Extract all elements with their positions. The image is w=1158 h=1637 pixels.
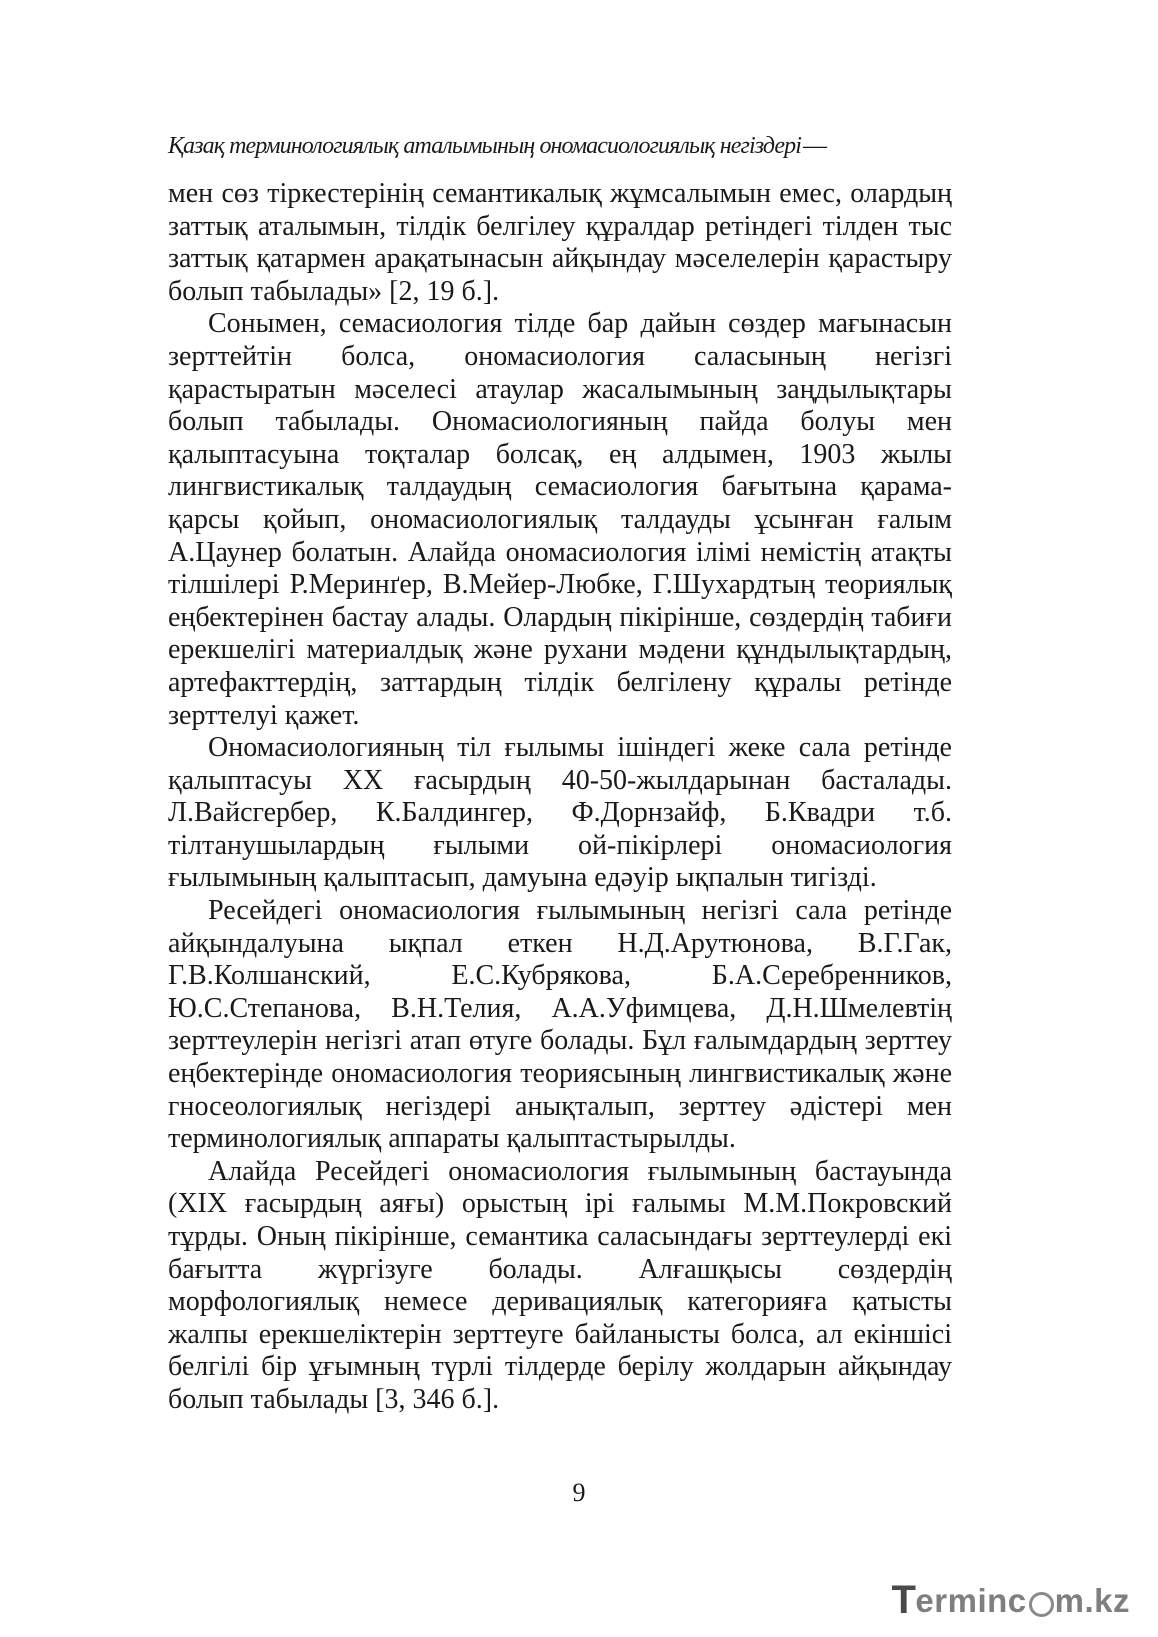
page-number: 9 bbox=[572, 1478, 586, 1507]
paragraph: Ресейдегі ономасиология ғылымының негізгі сала ретінде айқындалуына ықпал еткен Н.Д.Арутюнова, В.Г.Гак, Г.В.Колшанский, Е.С.Кубрякова, Б.А.Серебренников, Ю.С.Степанова, В.Н.Телия, А.А.Уфимцева, Д.Н.Шмелевтің зерттеулерін негізгі атап өтуге болады. Бұл ғалымдардың зерттеу еңбектерінде ономасиология теориясының лингвистикалық және гносеологиялық негіздері анықталып, зерттеу әдістері мен терминологиялық аппараты қалыптастырылды. bbox=[168, 895, 952, 1155]
paragraph: Ономасиологияның тіл ғылымы ішіндегі жеке сала ретінде қалыптасуы ХХ ғасырдың 40-50-жылдарынан басталады. Л.Вайсгербер, К.Балдингер, Ф.Дорнзайф, Б.Квадри т.б. тілтанушылардың ғылыми ой-пікірлері ономасиология ғылымының қалыптасып, дамуына едәуір ықпалын тигізді. bbox=[168, 732, 952, 894]
paragraph: Сонымен, семасиология тілде бар дайын сөздер мағынасын зерттейтін болса, ономасиология саласының негізгі қарастыратын мәселесі атаулар жасалымының заңдылықтары болып табылады. Ономасиологияның пайда болуы мен қалыптасуына тоқталар болсақ, ең алдымен, 1903 жылы лингвистикалық талдаудың семасиология бағытына қарама-қарсы қойып, ономасиологиялық талдауды ұсынған ғалым А.Цаунер болатын. Алайда ономасиология ілімі немістің атақты тілшілері Р.Меринґер, В.Мейер-Любке, Г.Шухардтың теориялық еңбектерінен бастау алады. Олардың пікірінше, сөздердің табиғи ерекшелігі материалдық және рухани мәдени құндылықтардың, артефакттердің, заттардың тілдік белгілену құралы ретінде зерттелуі қажет. bbox=[168, 308, 952, 731]
watermark-circle-icon bbox=[1029, 1592, 1054, 1617]
running-header bbox=[168, 131, 958, 161]
watermark-text-end: m.kz bbox=[1054, 1581, 1130, 1619]
paragraph-continuation: мен сөз тіркестерінің семантикалық жұмсалымын емес, олардың заттық аталымын, тілдік белгілеу құралдар ретіндегі тілден тыс заттық қатармен арақатынасын айқындау мәселелерін қарастыру болып табылады» [2, 19 б.]. bbox=[168, 178, 952, 307]
termincom-watermark-logo bbox=[891, 1578, 1130, 1623]
running-header-dash: — bbox=[803, 133, 827, 159]
paragraph: Алайда Ресейдегі ономасиология ғылымының бастауында (ХІХ ғасырдың аяғы) орыстың ірі ғалымы М.М.Покровский тұрды. Оның пікірінше, семантика саласындағы зерттеулерді екі бағытта жүргізуге болады. Алғашқысы сөздердің морфологиялық немесе деривациялық категорияға қатысты жалпы ерекшеліктерін зерттеуге байланысты болса, ал екіншісі белгілі бір ұғымның түрлі тілдерде берілу жолдарын айқындау болып табылады [3, 346 б.]. bbox=[168, 1155, 952, 1415]
watermark-letter-t: T bbox=[891, 1578, 917, 1622]
running-header-title: Қазақ терминологиялық аталымының ономасиологиялық негіздері bbox=[168, 133, 802, 159]
body-text bbox=[168, 178, 952, 1417]
watermark-text-start: erminc bbox=[915, 1581, 1027, 1619]
